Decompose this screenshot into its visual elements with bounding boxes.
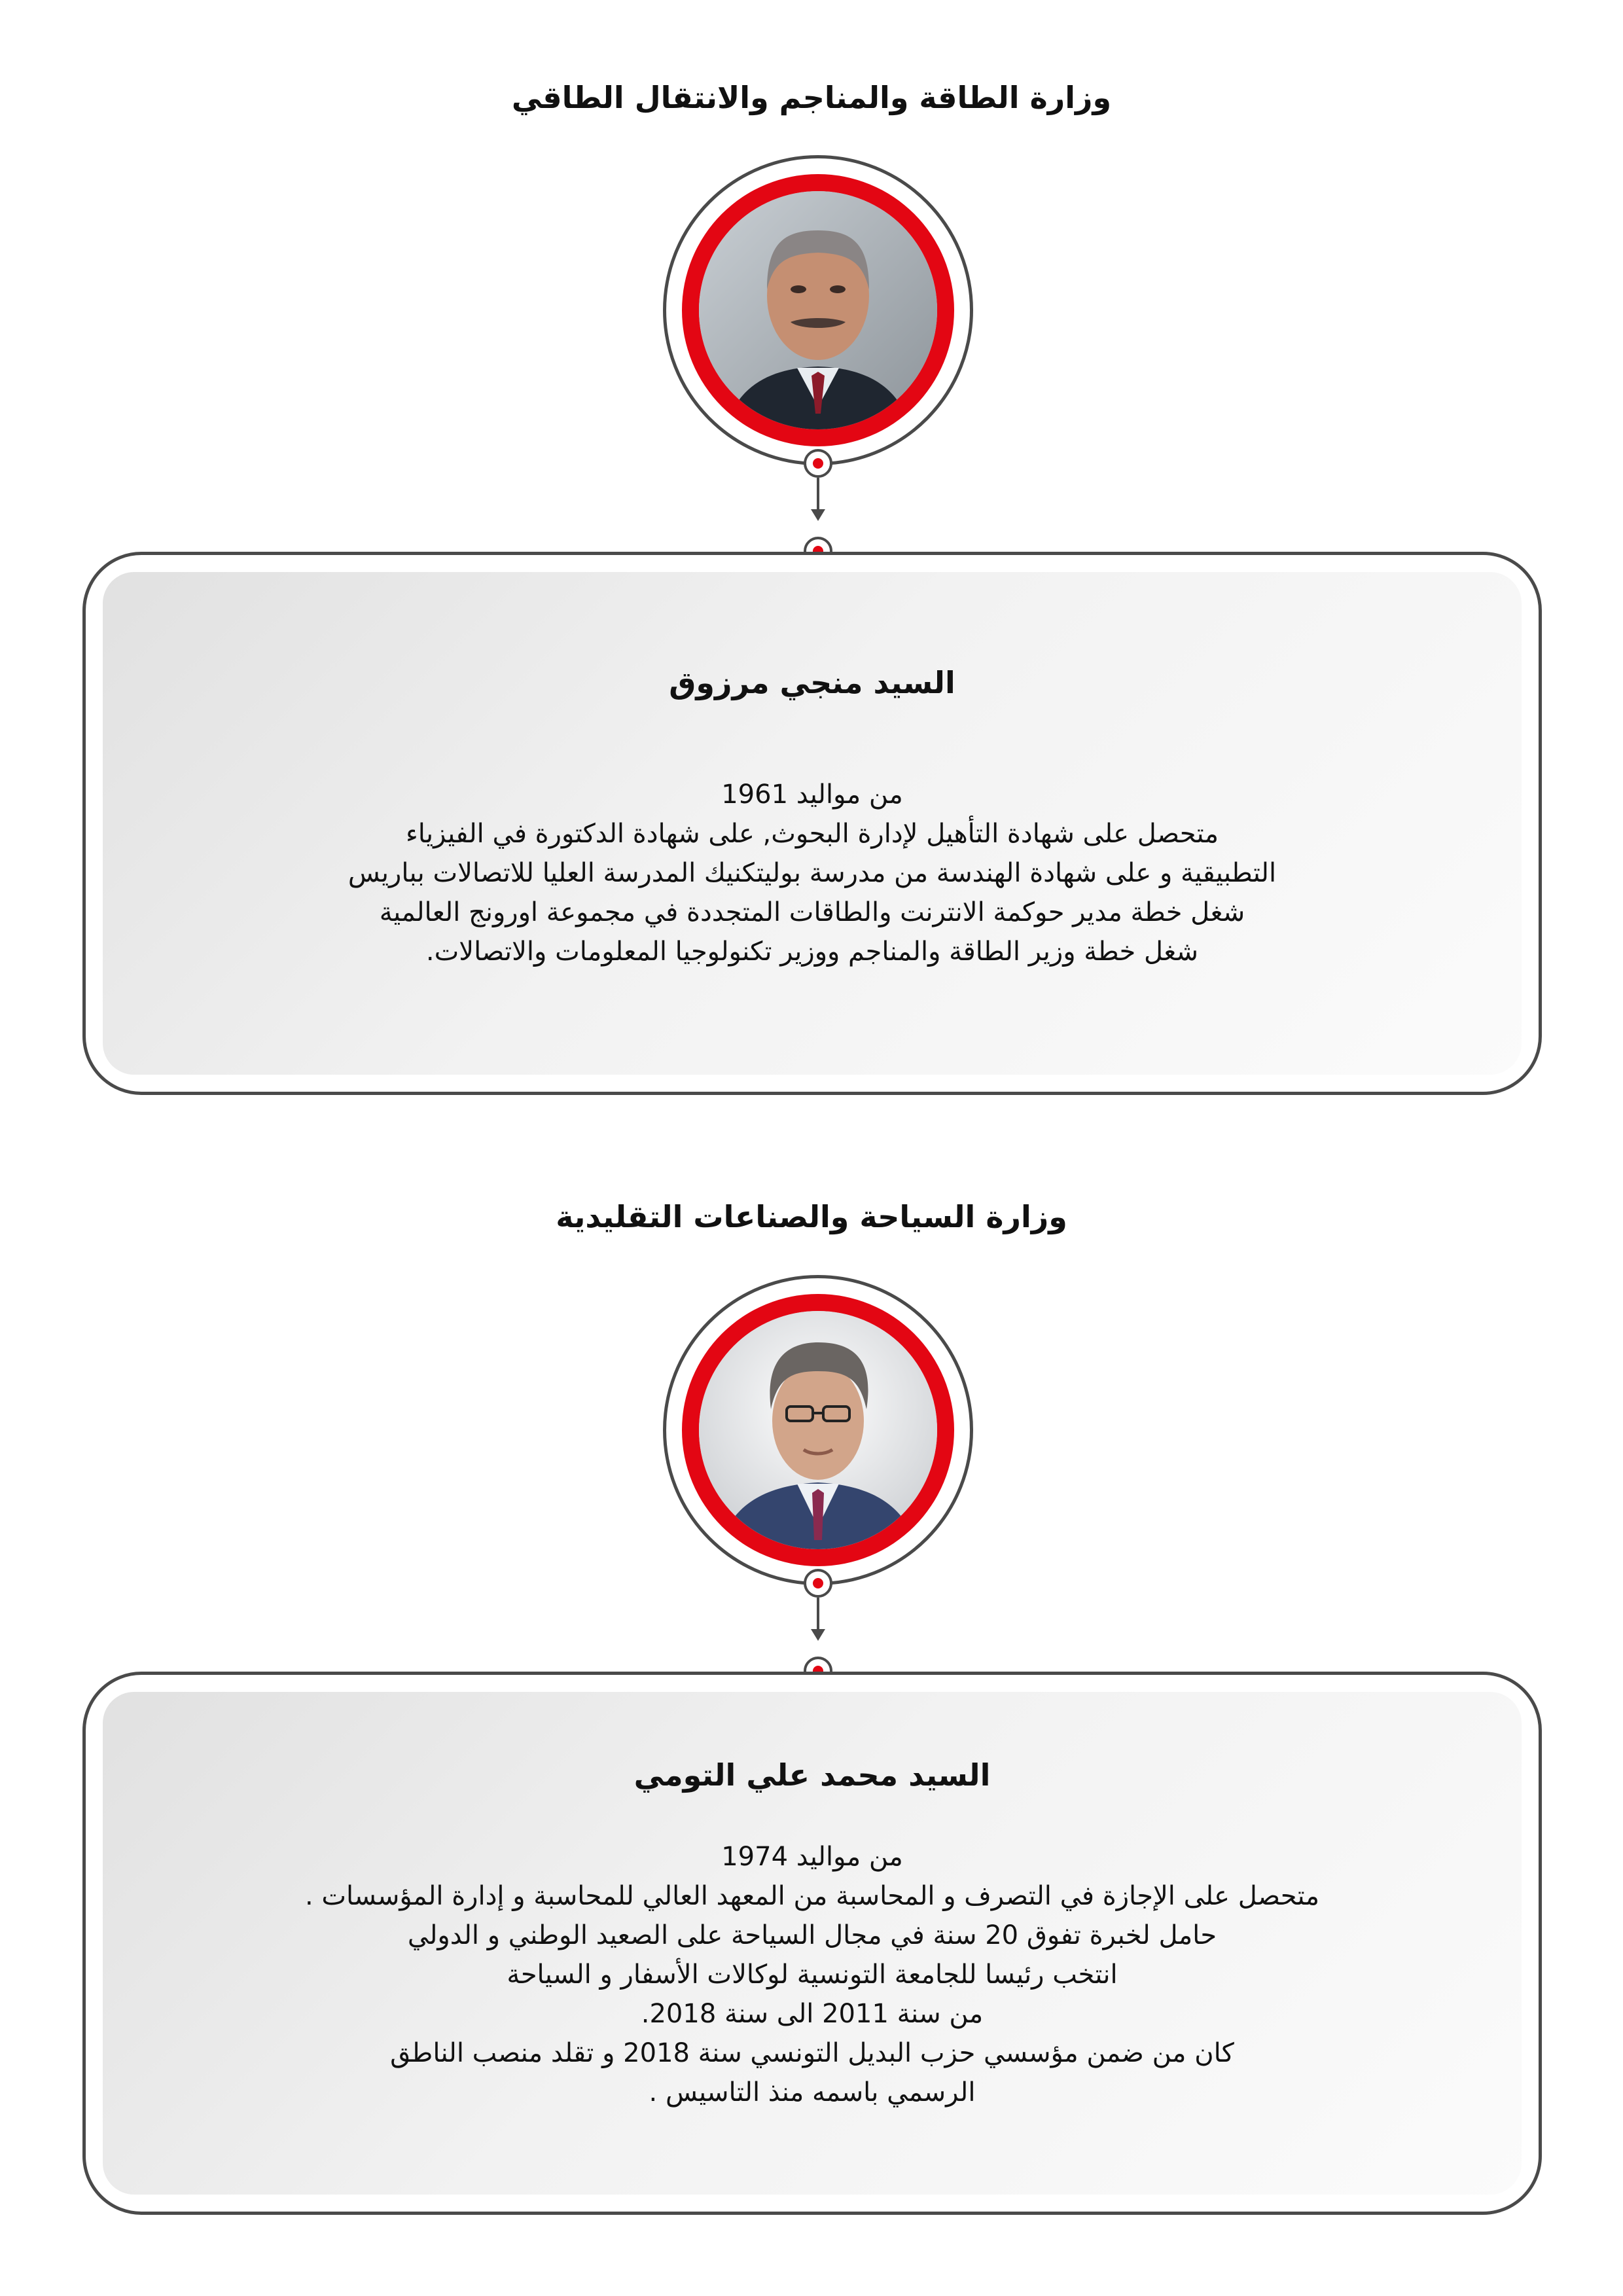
arrow-down-icon [811, 1629, 825, 1641]
bio-line: متحصل على الإجازة في التصرف و المحاسبة من المعهد العالي للمحاسبة و إدارة المؤسسات . [304, 1881, 1320, 1911]
bio-line: حامل لخبرة تفوق 20 سنة في مجال السياحة على الصعيد الوطني و الدولي [407, 1920, 1217, 1950]
ministry-title-tourism: وزارة السياحة والصناعات التقليدية [556, 1199, 1067, 1234]
bio-card-1 [82, 552, 1542, 1095]
bio-line: متحصل على شهادة التأهيل لإدارة البحوث, على شهادة الدكتورة في الفيزياء [405, 819, 1219, 849]
bio-line: كان من ضمن مؤسسي حزب البديل التونسي سنة 2018 و تقلد منصب الناطق [390, 2038, 1234, 2068]
bio-line: انتخب رئيسا للجامعة التونسية لوكالات الأسفار و السياحة [507, 1960, 1118, 1990]
bio-line: الرسمي باسمه منذ التاسيس . [649, 2077, 976, 2108]
portrait-frame-1 [663, 155, 973, 465]
bio-line: شغل خطة وزير الطاقة والمناجم ووزير تكنولوجيا المعلومات والاتصالات. [425, 937, 1199, 967]
bio-text-2 [103, 1837, 1522, 2112]
bio-card-2 [82, 1672, 1542, 2215]
connector-line-1 [817, 478, 819, 511]
bio-line: شغل خطة مدير حوكمة الانترنت والطاقات المتجددة في مجموعة اورونج العالمية [379, 897, 1245, 927]
portrait-photo-2 [699, 1311, 937, 1549]
connector-dot-top-1 [804, 449, 832, 478]
bio-line: من سنة 2011 الى سنة 2018. [641, 1999, 984, 2029]
person-name-1: السيد منجي مرزوق [669, 665, 955, 700]
person-name-2: السيد محمد علي التومي [633, 1757, 991, 1793]
connector-dot-top-2 [804, 1569, 832, 1598]
bio-line: التطبيقية و على شهادة الهندسة من مدرسة بوليتكنيك المدرسة العليا للاتصالات بباريس [348, 858, 1277, 888]
bio-line: من مواليد 1961 [721, 780, 903, 810]
bio-text-1 [103, 775, 1522, 971]
bio-line: من مواليد 1974 [721, 1842, 903, 1872]
connector-line-2 [817, 1598, 819, 1630]
arrow-down-icon [811, 509, 825, 521]
ministry-title-energy: وزارة الطاقة والمناجم والانتقال الطاقي [511, 80, 1112, 115]
portrait-photo-1 [699, 191, 937, 429]
portrait-frame-2 [663, 1275, 973, 1585]
